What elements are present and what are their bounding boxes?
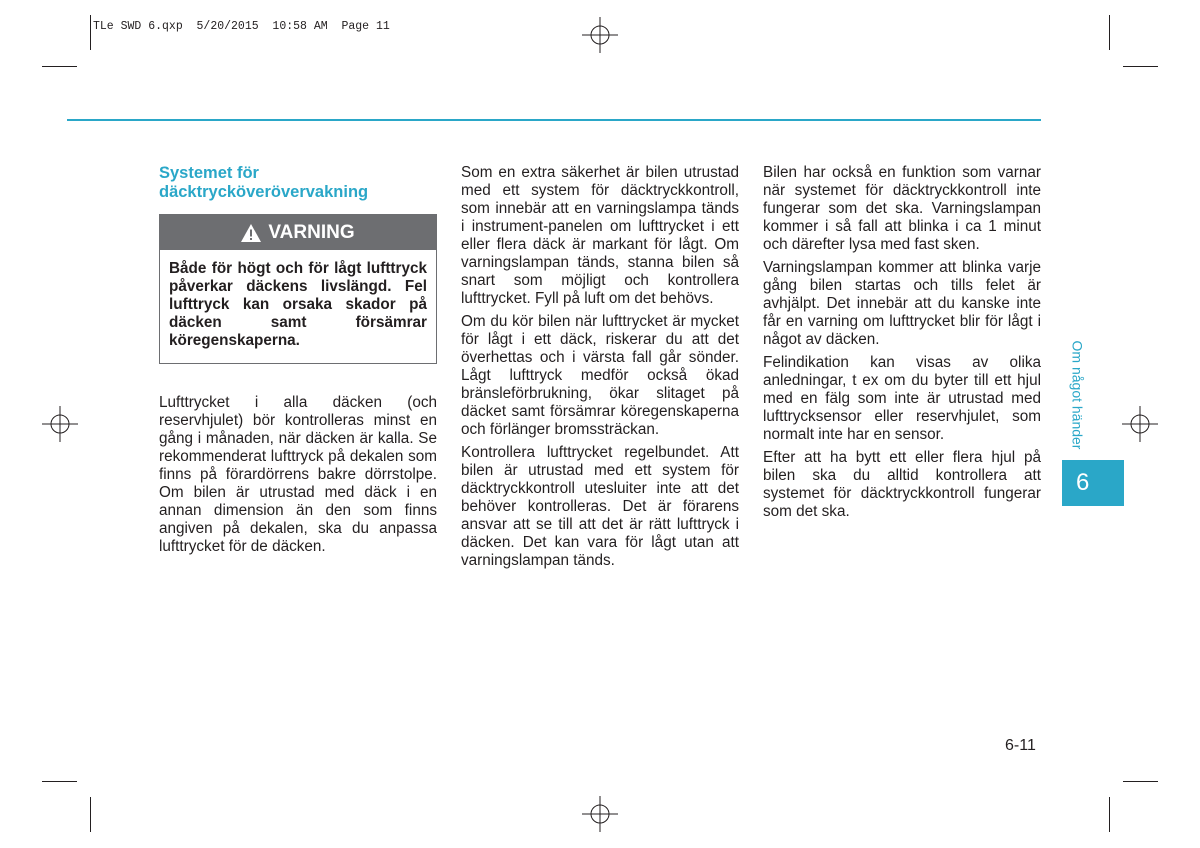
paragraph: Bilen har också en funktion som varnar när systemet för däcktryckkontroll inte fungerar som det ska. Varningslampan kommer i så fall att blinka i ca 1 minut och därefter lysa med fast sken.	[763, 164, 1041, 253]
paragraph: Som en extra säkerhet är bilen utrustad med ett system för däcktryckkontroll, som innebär att en varningslampa tänds i instrument-panelen om lufttrycket i ett eller flera däck är markant för lågt. Om varningslampan tänds, stanna bilen så snart som möjligt och kontrollera lufttrycket. Fyll på luft om det behövs.	[461, 164, 739, 307]
paragraph: Kontrollera lufttrycket regelbundet. Att bilen är utrustad med ett system för däcktryckkontroll utesluiter inte att det behöver kontrolleras. Det är förarens ansvar att se till att det är rätt lufttryck i däcken. Det kan vara för lågt utan att varningslampan tänds.	[461, 444, 739, 569]
side-tab-text: Om något händer	[1069, 340, 1085, 450]
warning-triangle-icon	[241, 224, 261, 242]
paragraph: Efter att ha bytt ett eller flera hjul på bilen ska du alltid kontrollera att systemet för däcktryckkontroll fungerar som det ska.	[763, 449, 1041, 520]
print-header: TLe SWD 6.qxp 5/20/2015 10:58 AM Page 11	[93, 20, 390, 33]
paragraph: Varningslampan kommer att blinka varje gång bilen startas och tills felet är avhjälpt. Det innebär att du kanske inte får en varning om lufttrycket blir för lågt i något av däcken.	[763, 259, 1041, 348]
crop-mark	[1123, 781, 1158, 782]
paragraph: Om du kör bilen när lufttrycket är mycket för lågt i ett däck, riskerar du att det överhettas och i värsta fall går sönder. Lågt lufttryck medför också ökad bränsleförbrukning, ökar slitaget på däcket samt försämrar köregenskaperna och förlänger bromssträckan.	[461, 313, 739, 438]
crop-mark	[42, 781, 77, 782]
paragraph: Lufttrycket i alla däcken (och reservhjulet) bör kontrolleras minst en gång i månaden, när däcken är kalla. Se rekommenderat lufttryck på dekalen som finns på förardörrens bakre dörrstolpe. Om bilen är utrustad med däck i en annan dimension än den som finns angiven på dekalen, ska du anpassa lufttrycket för de däcken.	[159, 394, 437, 555]
section-title: Systemet för däcktrycköverövervakning	[159, 164, 369, 201]
paragraph: Felindikation kan visas av olika anledningar, t ex om du byter till ett hjul med en fälg som inte är utrustad med lufttrycksensor eller reservhjulet, som normalt inte har en sensor.	[763, 354, 1041, 443]
warning-title: VARNING	[268, 221, 355, 243]
page-number: 6-11	[1005, 737, 1036, 754]
crop-mark	[1109, 15, 1110, 50]
column-1-text	[159, 394, 437, 556]
side-tab-label	[1062, 335, 1092, 455]
crop-mark	[1123, 66, 1158, 67]
crop-mark	[1109, 797, 1110, 832]
top-rule	[67, 119, 1041, 121]
column-3	[763, 164, 1041, 526]
chapter-number-tab: 6	[1062, 460, 1124, 506]
registration-mark-icon	[1122, 406, 1158, 442]
column-1	[159, 164, 437, 561]
warning-text: Både för högt och för lågt lufttryck påverkar däckens livslängd. Fel lufttryck kan orsaka skador på däcken samt försämrar köregenskaperna.	[169, 260, 427, 349]
warning-header	[160, 215, 436, 250]
crop-mark	[90, 797, 91, 832]
registration-mark-icon	[42, 406, 78, 442]
registration-mark-icon	[582, 796, 618, 832]
crop-mark	[42, 66, 77, 67]
crop-mark	[90, 15, 91, 50]
registration-mark-icon	[582, 17, 618, 53]
warning-box	[159, 214, 437, 364]
column-2	[461, 164, 739, 575]
